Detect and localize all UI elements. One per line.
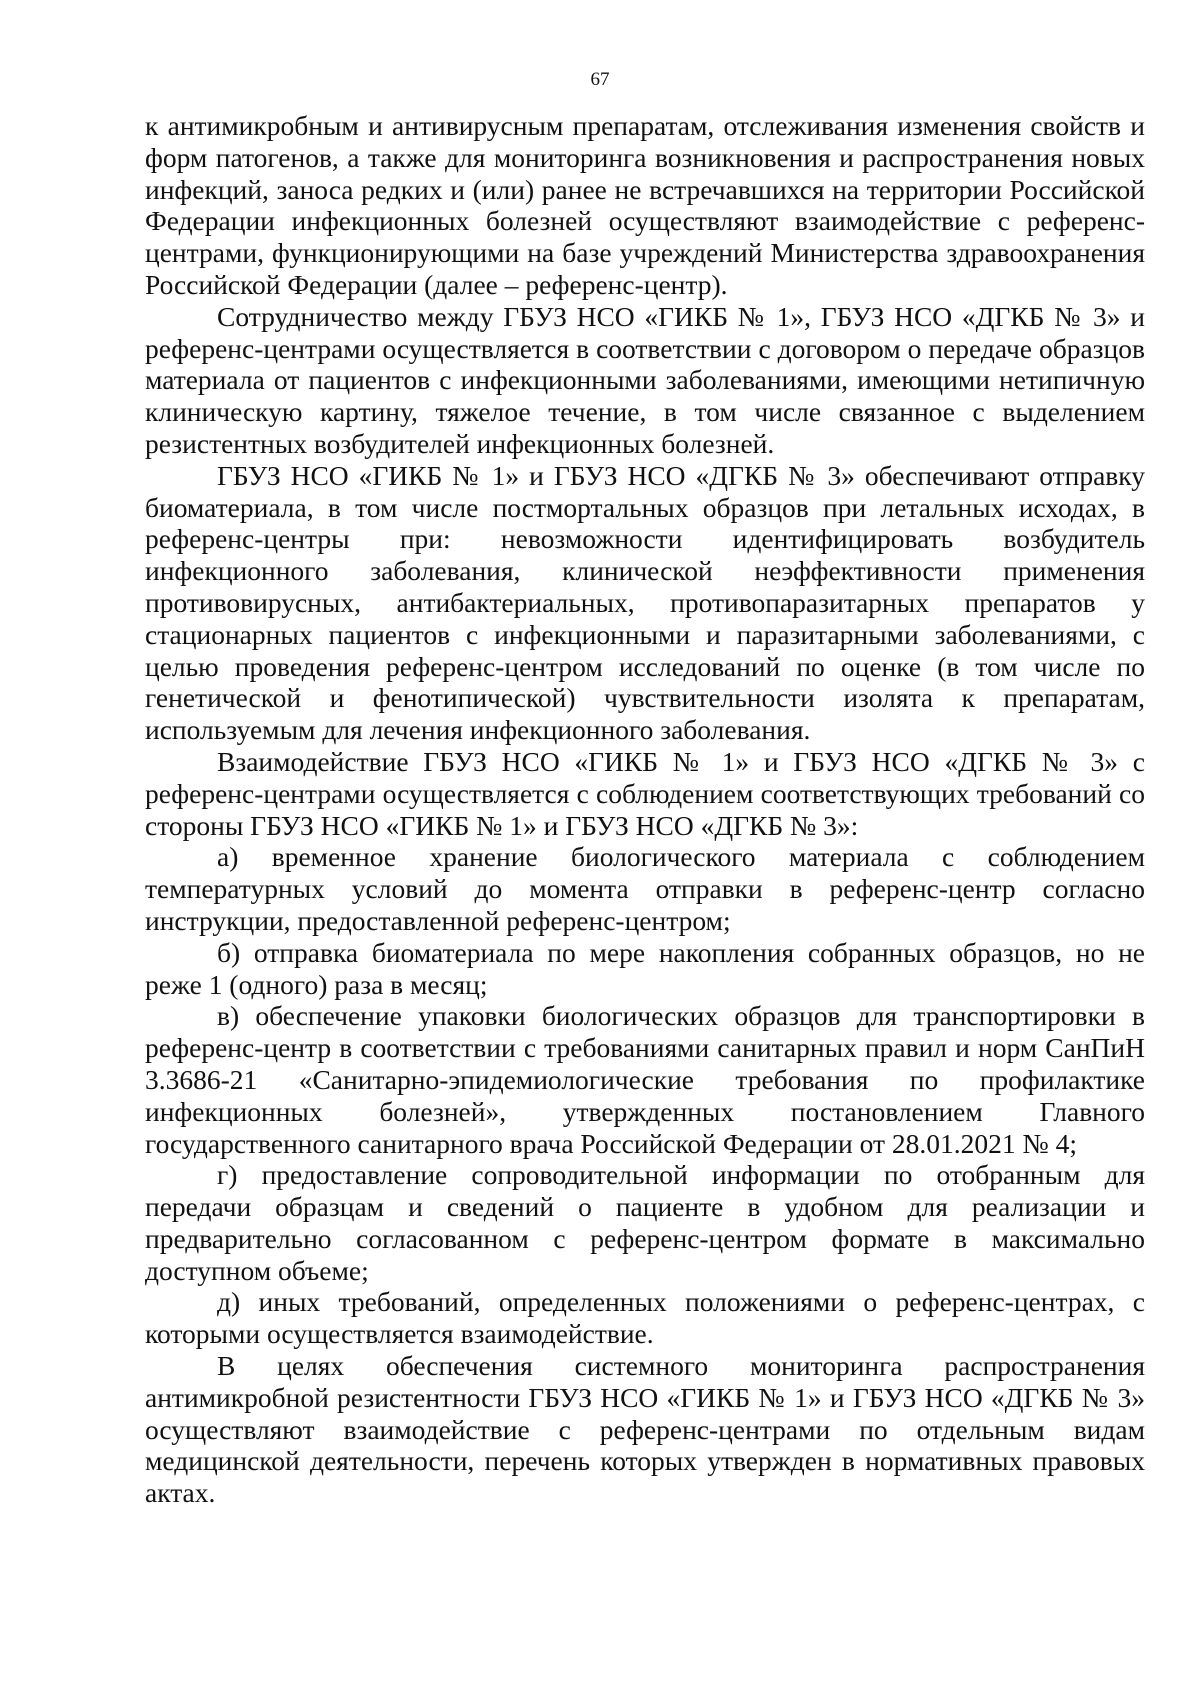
list-item-v: в) обеспечение упаковки биологических образцов для транспортировки в референс-центр в соответствии с требованиями санитарных правил и норм СанПиН 3.3686-21 «Санитарно-эпидемиологические требования по профилактике инфекционных болезней», утвержденных постановлением Главного государственного санитарного врача Российской Федерации от 28.01.2021 № 4; — [145, 1000, 1145, 1159]
document-body — [145, 110, 1145, 1509]
list-item-a: а) временное хранение биологического материала с соблюдением температурных условий до момента отправки в референс-центр согласно инструкции, предоставленной референс-центром; — [145, 841, 1145, 936]
paragraph-monitoring: В целях обеспечения системного мониторинга распространения антимикробной резистентности ГБУЗ НСО «ГИКБ № 1» и ГБУЗ НСО «ДГКБ № 3» осуществляют взаимодействие с референс-центрами по отдельным видам медицинской деятельности, перечень которых утвержден в нормативных правовых актах. — [145, 1350, 1145, 1509]
paragraph-interaction-requirements: Взаимодействие ГБУЗ НСО «ГИКБ № 1» и ГБУЗ НСО «ДГКБ № 3» с референс-центрами осуществляется с соблюдением соответствующих требований со стороны ГБУЗ НСО «ГИКБ № 1» и ГБУЗ НСО «ДГКБ № 3»: — [145, 745, 1145, 841]
list-item-d: д) иных требований, определенных положениями о референс-центрах, с которыми осуществляется взаимодействие. — [145, 1286, 1145, 1350]
page-number: 67 — [590, 69, 610, 90]
paragraph-cooperation: Сотрудничество между ГБУЗ НСО «ГИКБ № 1», ГБУЗ НСО «ДГКБ № 3» и референс-центрами осуществляется в соответствии с договором о передаче образцов материала от пациентов с инфекционными заболеваниями, имеющими нетипичную клиническую картину, тяжелое течение, в том числе связанное с выделением резистентных возбудителей инфекционных болезней. — [145, 300, 1145, 459]
list-item-g: г) предоставление сопроводительной информации по отобранным для передачи образцам и сведений о пациенте в удобном для реализации и предварительно согласованном с референс-центром формате в максимально доступном объеме; — [145, 1159, 1145, 1286]
paragraph-continuation: к антимикробным и антивирусным препаратам, отслеживания изменения свойств и форм патогенов, а также для мониторинга возникновения и распространения новых инфекций, заноса редких и (или) ранее не встречавшихся на территории Российской Федерации инфекционных болезней осуществляют взаимодействие с референс-центрами, функционирующими на базе учреждений Министерства здравоохранения Российской Федерации (далее – референс-центр). — [145, 110, 1145, 300]
list-item-b: б) отправка биоматериала по мере накопления собранных образцов, но не реже 1 (одного) раза в месяц; — [145, 936, 1145, 1000]
paragraph-biomaterial-dispatch: ГБУЗ НСО «ГИКБ № 1» и ГБУЗ НСО «ДГКБ № 3» обеспечивают отправку биоматериала, в том числе постмортальных образцов при летальных исходах, в референс-центры при: невозможности идентифицировать возбудитель инфекционного заболевания, клинической неэффективности применения противовирусных, антибактериальных, противопаразитарных препаратов у стационарных пациентов с инфекционными и паразитарными заболеваниями, с целью проведения референс-центром исследований по оценке (в том числе по генетической и фенотипической) чувствительности изолята к препаратам, используемым для лечения инфекционного заболевания. — [145, 459, 1145, 746]
